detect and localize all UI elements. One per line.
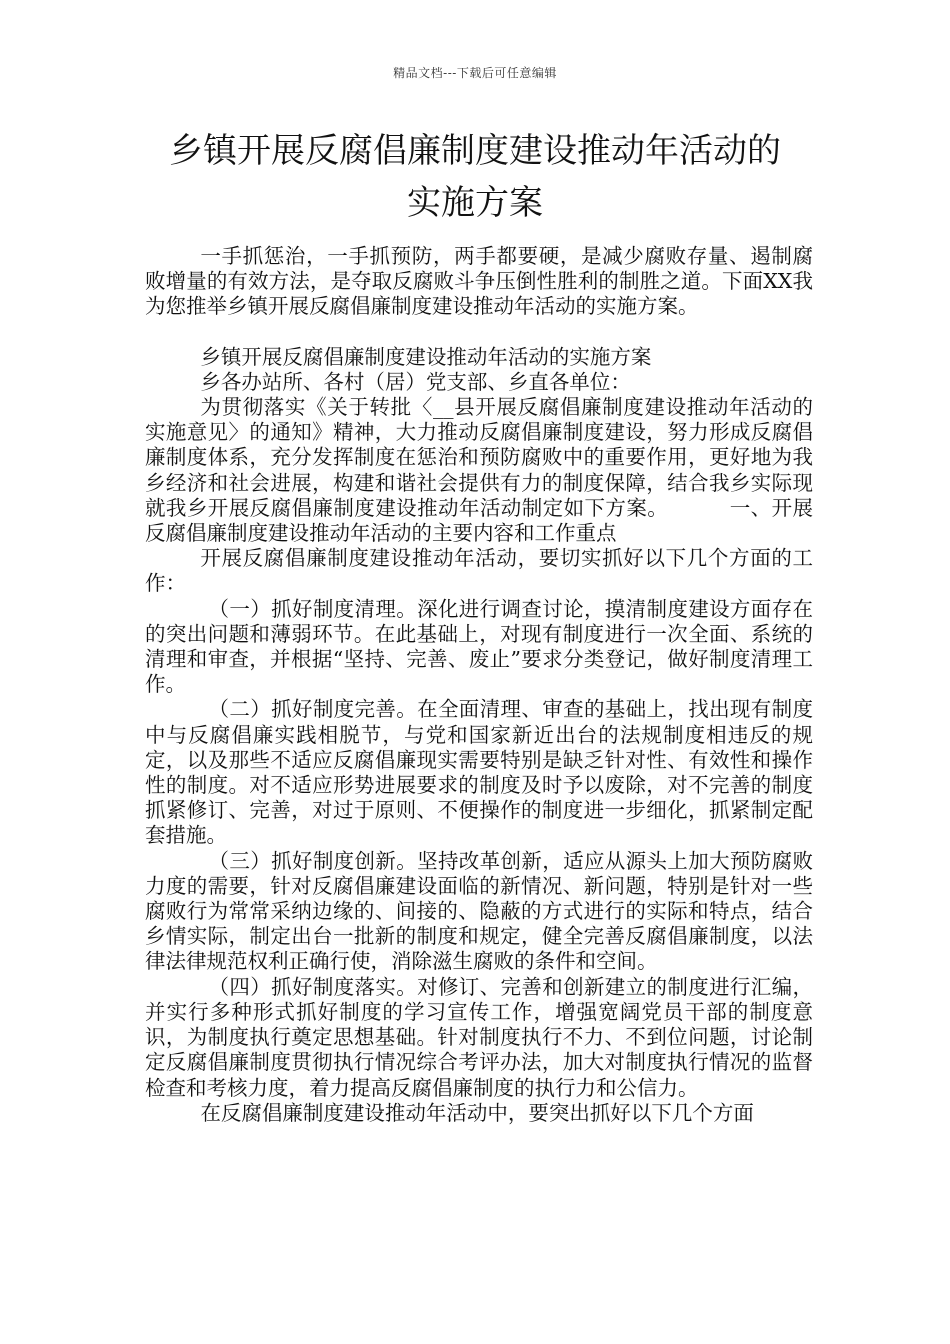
addressee-paragraph: 乡各办站所、各村（居）党支部、乡直各单位： xyxy=(200,369,631,394)
item-4-paragraph: （四）抓好制度落实。对修订、完善和创新建立的制度进行汇编，并实行多种形式抓好制度的学习宣传工作，增强宽阔党员干部的制度意识，为制度执行奠定思想基础。针对制度执行不力、不到位问题，讨论制定反腐倡廉制度贯彻执行情况综合考评办法，加大对制度执行情况的监督检查和考核力度，着力提高反腐倡廉制度的执行力和公信力。 xyxy=(145,974,813,1100)
item-1-paragraph: （一）抓好制度清理。深化进行调查讨论，摸清制度建设方面存在的突出问题和薄弱环节。在此基础上，对现有制度进行一次全面、系统的清理和审查，并根据“坚持、完善、废止”要求分类登记，做好制度清理工作。 xyxy=(145,596,813,697)
item-2-paragraph: （二）抓好制度完善。在全面清理、审查的基础上，找出现有制度中与反腐倡廉实践相脱节，与党和国家新近出台的法规制度相违反的规定，以及那些不适应反腐倡廉现实需要特别是缺乏针对性、有效性和操作性的制度。对不适应形势进展要求的制度及时予以废除，对不完善的制度抓紧修订、完善，对过于原则、不便操作的制度进一步细化，抓紧制定配套措施。 xyxy=(145,697,813,848)
purpose-paragraph xyxy=(145,395,813,546)
document-body xyxy=(145,244,813,1126)
document-title xyxy=(110,125,840,229)
header-note: 精品文档---下载后可任意编辑 xyxy=(393,66,557,80)
section-heading-1: 一、开展反腐倡廉制度建设推动年活动的主要内容和工作重点 xyxy=(145,495,814,546)
purpose-text: 为贯彻落实《关于转批〈__县开展反腐倡廉制度建设推动年活动的实施意见〉的通知》精神，大力推动反腐倡廉制度建设，努力形成反腐倡廉制度体系，充分发挥制度在惩治和预防腐败中的重要作用，更好地为我乡经济和社会进展，构建和谐社会提供有力的制度保障，结合我乡实际现就我乡开展反腐倡廉制度建设推动年活动制定如下方案。 xyxy=(145,395,813,520)
intro-paragraph: 一手抓惩治，一手抓预防，两手都要硬，是减少腐败存量、遏制腐败增量的有效方法，是夺取反腐败斗争压倒性胜利的制胜之道。下面XX我为您推举乡镇开展反腐倡廉制度建设推动年活动的实施方案。 xyxy=(145,244,813,319)
title-line-2: 实施方案 xyxy=(407,183,543,223)
item-3-paragraph: （三）抓好制度创新。坚持改革创新，适应从源头上加大预防腐败力度的需要，针对反腐倡廉建设面临的新情况、新问题，特别是针对一些腐败行为常常采纳边缘的、间接的、隐蔽的方式进行的实际和特点，结合乡情实际，制定出台一批新的制度和规定，健全完善反腐倡廉制度，以法律法律规范权利正确行使，消除滋生腐败的条件和空间。 xyxy=(145,848,813,974)
title-line-1: 乡镇开展反腐倡廉制度建设推动年活动的 xyxy=(169,131,781,171)
work-overview-paragraph: 开展反腐倡廉制度建设推动年活动，要切实抓好以下几个方面的工作： xyxy=(145,546,813,596)
closing-paragraph: 在反腐倡廉制度建设推动年活动中，要突出抓好以下几个方面 xyxy=(200,1100,754,1125)
plan-title-paragraph: 乡镇开展反腐倡廉制度建设推动年活动的实施方案 xyxy=(200,344,652,369)
